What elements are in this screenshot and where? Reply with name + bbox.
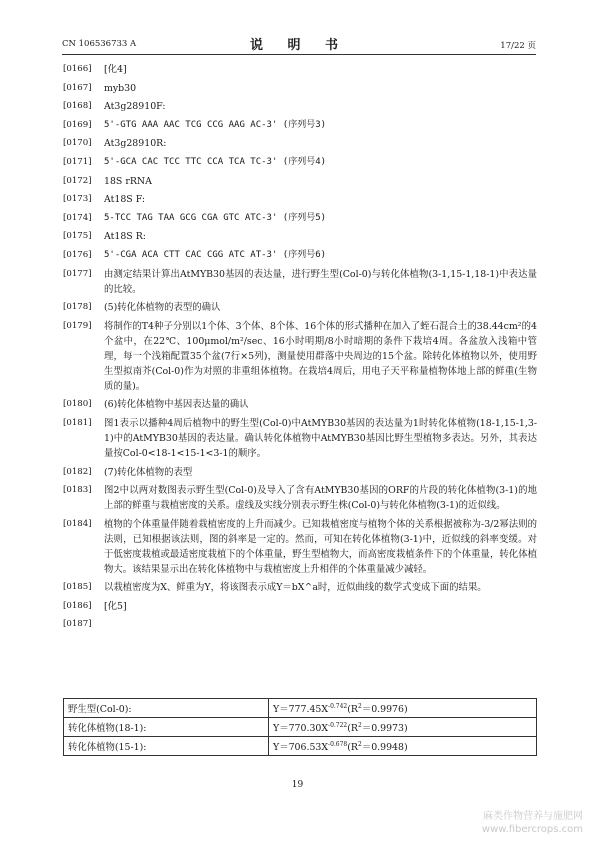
equation-text: Y＝777.45X	[273, 704, 329, 715]
site-watermark	[482, 810, 583, 836]
paragraph	[63, 155, 537, 170]
r-squared-label: (R	[347, 704, 358, 715]
paragraph	[63, 192, 537, 207]
paragraph-number: [0166]	[63, 64, 92, 74]
paragraph-number: [0173]	[63, 194, 92, 205]
paragraph-text: 图2中以两对数图表示野生型(Col-0)及导入了含有AtMYB30基因的ORF的片段的转化体植物(3-1)的地上部的鲜重与栽植密度的关系。虚线及实线分别表示野生株(Col-0)与转化体植物(3-1)的近似线。	[104, 485, 537, 512]
paragraph-number: [0186]	[63, 600, 92, 611]
plant-type-cell: 野生型(Col-0):	[64, 699, 269, 718]
paragraph-number: [0181]	[63, 417, 92, 428]
paragraph	[63, 319, 537, 394]
equation-cell	[269, 718, 537, 737]
paragraph	[63, 136, 537, 151]
r-squared-power: 2	[357, 740, 362, 748]
paragraph-text: (5)转化体植物的表型的确认	[104, 302, 221, 314]
paragraph-number: [0168]	[63, 101, 92, 112]
paragraph-number: [0169]	[63, 119, 92, 130]
paragraph-text: 5'-GTG AAA AAC TCG CCG AAG AC-3' (序列号3)	[104, 119, 327, 130]
header-divider	[62, 54, 536, 55]
paragraph	[63, 416, 537, 461]
paragraph-text: 将制作的T4种子分别以1个体、3个体、8个体、16个体的形式播种在加入了蛭石混合土的38.44cm²的4个盆中，在22℃、100μmol/m²/sec、16小时明期/8小时暗期的条件下栽培4周。各盆放入浅箱中管理，每一个浅箱配置35个盆(7行×5列)，测量使用群落中央周边的15个盆。除转化体植物以外，使用野生型拟南芥(Col-0)作为对照的非重组体植物。在栽培4周后，用电子天平称量植物体地上部的鲜重(生物质的量)。	[104, 320, 537, 392]
paragraph	[63, 229, 537, 244]
paragraph	[63, 62, 537, 77]
paragraph-text: 5'-CGA ACA CTT CAC CGG ATC AT-3' (序列号6)	[104, 249, 327, 260]
watermark-line: 麻类作物营养与施肥网	[483, 811, 583, 822]
paragraph-text	[104, 617, 537, 632]
formula-row	[64, 737, 537, 756]
paragraph	[63, 483, 537, 513]
paragraph	[63, 465, 537, 480]
paragraph-text: 5'-GCA CAC TCC TTC CCA TCA TC-3' (序列号4)	[104, 156, 327, 167]
paragraph-number: [0180]	[63, 399, 92, 410]
exponent: -0.722	[328, 721, 348, 729]
exponent: -0.678	[328, 740, 348, 748]
paragraph-number: [0187]	[63, 619, 92, 630]
paragraph	[63, 617, 537, 632]
paragraph-text: myb30	[104, 82, 137, 94]
publication-number: CN 106536733 A	[62, 39, 137, 49]
paragraph-number: [0174]	[63, 212, 92, 223]
paragraph-text: 植物的个体重量伴随着栽植密度的上升而减少。已知栽植密度与植物个体的关系根据被称为-3/2幂法则的法则，已知根据该法则，图的斜率是一定的。然而，可知在转化体植物(3-1)中，近似线的斜率变缓。对于低密度栽植或最适密度栽植下的个体重量，野生型植物大，而高密度栽植条件下的个体重量，转化体植物大。该结果显示出在转化体植物中与栽植密度上升相伴的个体重量减少减轻。	[104, 518, 537, 575]
paragraph	[63, 211, 537, 226]
paragraph-number: [0182]	[63, 466, 92, 477]
page-indicator: 17/22 页	[500, 41, 536, 51]
equation-cell	[269, 699, 537, 718]
r-squared-power: 2	[357, 702, 362, 710]
paragraph-text: 图1表示以播种4周后植物中的野生型(Col-0)中AtMYB30基因的表达量为1时转化体植物(18-1,15-1,3-1)中的AtMYB30基因的表达量。确认转化体植物中AtMYB30基因比野生型植物多表达。另外，其表达量按Col-0<18-1<15-1<3-1的顺序。	[104, 417, 537, 459]
exponent: -0.742	[328, 702, 348, 710]
paragraph	[63, 580, 537, 595]
r-squared-value: ＝0.9948)	[361, 742, 408, 753]
paragraph	[63, 397, 537, 412]
equation-cell	[269, 737, 537, 756]
page-number: 19	[291, 780, 304, 790]
paragraph-number: [0179]	[63, 320, 92, 331]
paragraph	[63, 81, 537, 96]
paragraph-number: [0176]	[63, 249, 92, 260]
paragraph-number: [0185]	[63, 582, 92, 593]
paragraph	[63, 599, 537, 614]
paragraph-text: 以栽植密度为X、鲜重为Y，将该图表示成Y＝bX^a时，近似曲线的数学式变成下面的结果。	[104, 582, 487, 594]
plant-type-cell: 转化体植物(15-1):	[64, 737, 269, 756]
paragraph	[63, 118, 537, 133]
paragraph-number: [0178]	[63, 302, 92, 313]
r-squared-value: ＝0.9973)	[361, 723, 408, 734]
equation-text: Y＝706.53X	[273, 742, 329, 753]
paragraph-text: At18S F:	[104, 194, 146, 206]
r-squared-value: ＝0.9976)	[361, 704, 408, 715]
paragraph-text: 5-TCC TAG TAA GCG CGA GTC ATC-3' (序列号5)	[104, 212, 327, 223]
document-title: 说 明 书	[249, 38, 349, 53]
paragraph-text: At3g28910R:	[104, 138, 167, 150]
paragraph-number: [0171]	[63, 156, 92, 167]
formula-row	[64, 718, 537, 737]
paragraph	[63, 300, 537, 315]
paragraph	[63, 267, 537, 297]
formula-table	[63, 698, 537, 756]
equation-text: Y＝770.30X	[273, 723, 329, 734]
paragraph-text: [化4]	[104, 64, 127, 75]
paragraph-text: (7)转化体植物的表型	[104, 466, 193, 478]
paragraph-number: [0184]	[63, 518, 92, 529]
paragraph-number: [0167]	[63, 82, 92, 93]
r-squared-label: (R	[347, 742, 358, 753]
paragraph	[63, 99, 537, 114]
paragraph	[63, 517, 537, 577]
r-squared-label: (R	[347, 723, 358, 734]
paragraph-number: [0170]	[63, 138, 92, 149]
paragraph-text: At18S R:	[104, 231, 146, 243]
paragraph	[63, 174, 537, 189]
description-body	[63, 62, 537, 636]
plant-type-cell: 转化体植物(18-1):	[64, 718, 269, 737]
page-header	[62, 34, 536, 56]
formula-row	[64, 699, 537, 718]
paragraph-number: [0183]	[63, 485, 92, 496]
paragraph-text: 由测定结果计算出AtMYB30基因的表达量，进行野生型(Col-0)与转化体植物(3-1,15-1,18-1)中表达量的比较。	[104, 268, 537, 295]
paragraph-number: [0177]	[63, 268, 92, 279]
watermark-line: www.fibercrops.com	[481, 824, 583, 835]
r-squared-power: 2	[357, 721, 362, 729]
paragraph-text: (6)转化体植物中基因表达量的确认	[104, 399, 249, 411]
paragraph	[63, 248, 537, 263]
paragraph-number: [0175]	[63, 231, 92, 242]
paragraph-text: At3g28910F:	[104, 101, 166, 113]
paragraph-number: [0172]	[63, 175, 92, 186]
paragraph-text: [化5]	[104, 600, 127, 612]
paragraph-text: 18S rRNA	[104, 175, 152, 187]
